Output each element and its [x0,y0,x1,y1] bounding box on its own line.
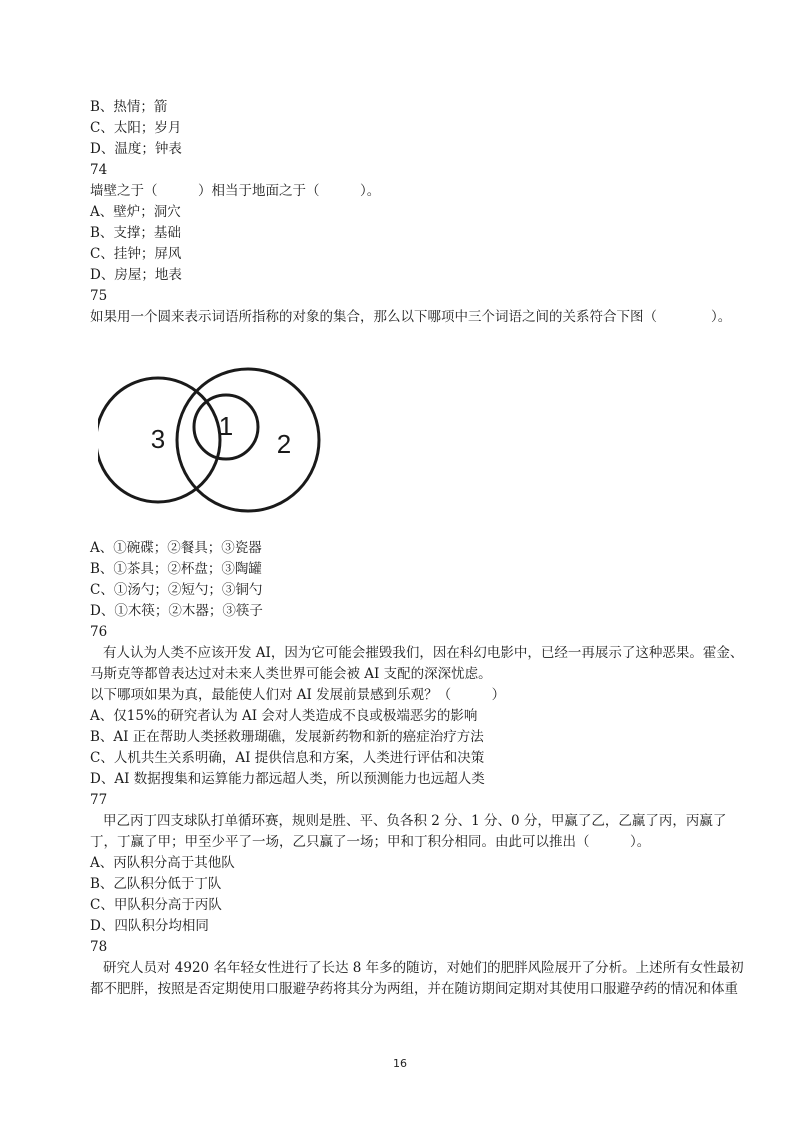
q76-option-d: D、AI 数据搜集和运算能力都远超人类，所以预测能力也远超人类 [90,771,485,787]
q76-option-c: C、人机共生关系明确，AI 提供信息和方案，人类进行评估和决策 [90,750,485,766]
q76-number: 76 [90,624,108,640]
q74-stem: 墙壁之于（ ）相当于地面之于（ ）。 [90,183,381,199]
q77-option-b: B、乙队积分低于丁队 [90,876,222,892]
q77-option-c: C、甲队积分高于丙队 [90,897,222,913]
q73-option-d: D、温度；钟表 [90,141,182,157]
venn-label-2: 2 [276,429,292,459]
q76-stem: 有人认为人类不应该开发 AI，因为它可能会摧毁我们，因在科幻电影中，已经一再展示了这种恶果。霍金、马斯克等都曾表达过对未来人类世界可能会被 AI 支配的深深忧虑。 [90,645,744,682]
q76-question: 以下哪项如果为真，最能使人们对 AI 发展前景感到乐观？（ ） [90,687,506,703]
q74-number: 74 [90,162,108,178]
q77-stem: 甲乙丙丁四支球队打单循环赛，规则是胜、平、负各积 2 分、1 分、0 分，甲赢了乙，乙赢了丙，丙赢了丁，丁赢了甲；甲至少平了一场，乙只赢了一场；甲和丁积分相同。由此可以推出（ ）。 [90,813,727,850]
q75-option-a: A、①碗碟；②餐具；③瓷器 [90,540,262,556]
page-number: 16 [393,1057,407,1070]
q76-option-b: B、AI 正在帮助人类拯救珊瑚礁，发展新药物和新的癌症治疗方法 [90,729,484,745]
q73-option-b: B、热情；箭 [90,99,168,115]
q75-option-d: D、①木筷；②木器；③筷子 [90,603,263,619]
q75-option-c: C、①汤勺；②短勺；③铜勺 [90,582,263,598]
q74-option-c: C、挂钟；屏风 [90,246,182,262]
venn-diagram [98,363,324,521]
q78-stem: 研究人员对 4920 名年轻女性进行了长达 8 年多的随访，对她们的肥胖风险展开了分析。上述所有女性最初都不肥胖，按照是否定期使用口服避孕药将其分为两组，并在随访期间定期对其使用口服避孕药的情况和体重 [90,960,744,997]
q77-option-a: A、丙队积分高于其他队 [90,855,235,871]
q74-option-b: B、支撑；基础 [90,225,181,241]
q75-number: 75 [90,288,108,304]
venn-label-1: 1 [218,411,234,441]
q75-stem: 如果用一个圆来表示词语所指称的对象的集合，那么以下哪项中三个词语之间的关系符合下图（ ）。 [90,309,732,325]
q74-option-d: D、房屋；地表 [90,267,182,283]
q77-number: 77 [90,792,108,808]
q75-option-b: B、①茶具；②杯盘；③陶罐 [90,561,262,577]
venn-label-3: 3 [150,424,166,454]
q74-option-a: A、壁炉；洞穴 [90,204,181,220]
q76-option-a: A、仅15%的研究者认为 AI 会对人类造成不良或极端恶劣的影响 [90,708,478,724]
q73-option-c: C、太阳；岁月 [90,120,182,136]
q77-option-d: D、四队积分均相同 [90,918,209,934]
q78-number: 78 [90,939,108,955]
